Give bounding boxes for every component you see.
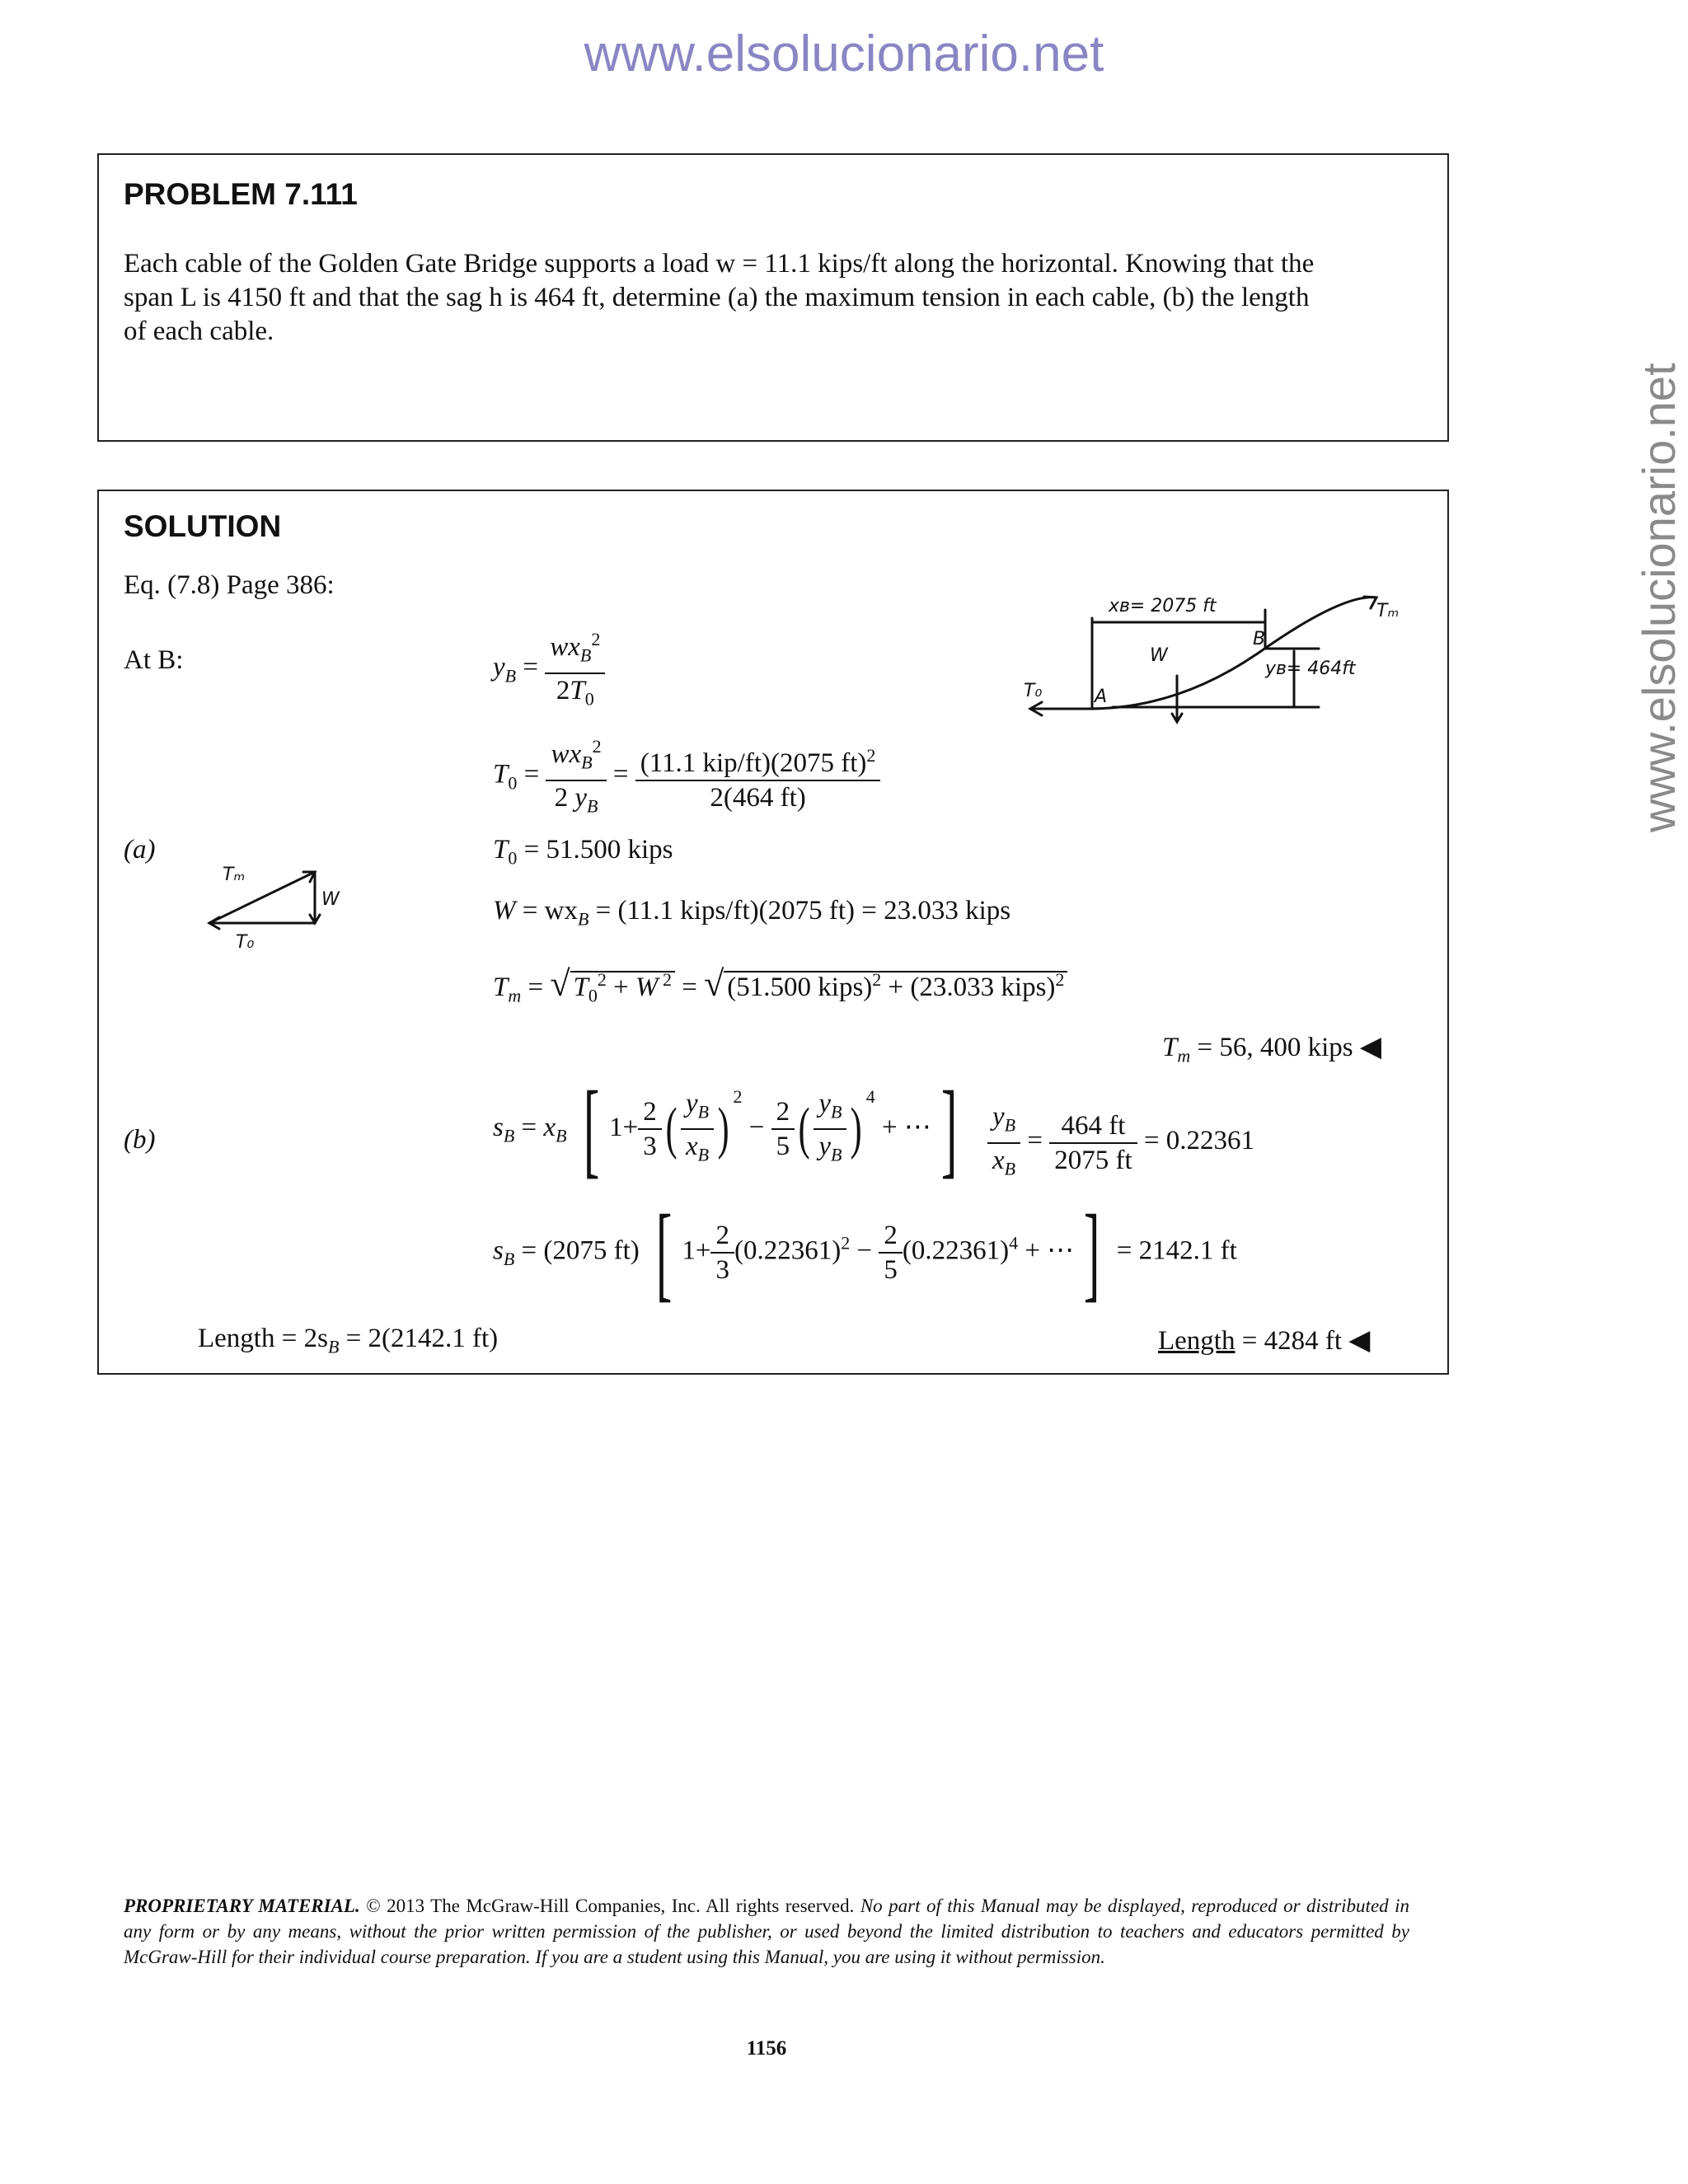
page-number: 1156 (746, 2037, 787, 2060)
watermark-side: www.elsolucionario.net (1633, 363, 1685, 832)
triangle-label-w: W (321, 889, 340, 910)
problem-text-line-2: span L is 4150 ft and that the sag h is 464 ft, determine (a) the maximum tension in each cable, (b) the length (124, 283, 1310, 312)
equation-t0: $T_0$ = $\frac{wx_B^2}{2 y_B}$ = $\frac{(11.1 kip/ft)(2075 ft)^2}{2(464 ft)}$ (493, 730, 880, 823)
diagram-label-b: B (1253, 629, 1266, 649)
fraction-t0-symbolic: $\frac{wx_B^2}{2 y_B}$ (546, 730, 606, 823)
diagram-label-xb: xʙ= 2075 ft (1109, 596, 1217, 616)
part-b-label: (b) (124, 1125, 156, 1155)
diagram-label-tm: Tₘ (1376, 601, 1400, 621)
at-b-label: At B: (124, 645, 184, 675)
triangle-label-tm: Tₘ (223, 865, 246, 885)
triangle-label-t0: T₀ (236, 932, 255, 953)
watermark-top: www.elsolucionario.net (584, 26, 1104, 82)
solution-title: SOLUTION (124, 509, 282, 543)
answer-a: $T_m = 56$, 400 kips ◀ (1162, 1030, 1382, 1066)
answer-b: Length = 4284 ft ◀ (1158, 1324, 1371, 1357)
diagram-label-t0: T₀ (1024, 681, 1043, 701)
equation-reference: Eq. (7.8) Page 386: (124, 570, 335, 600)
problem-text-line-1: Each cable of the Golden Gate Bridge supports a load w = 11.1 kips/ft along the horizontal. Knowing that the (124, 249, 1315, 279)
diagram-label-a: A (1095, 687, 1108, 707)
fraction-yb: $\frac{wx_B^2}{2T_0}$ (545, 623, 605, 715)
equation-yb: $y_B$ = $\frac{wx_B^2}{2T_0}$ (493, 623, 605, 715)
cable-diagram (1014, 585, 1409, 725)
equation-tm: $T_m$ = √ $T_0^2 + W$ $^2$ = √ (51.500 kips)$^2$ + (23.033 kips)$^2$ (493, 963, 1067, 1007)
diagram-label-w: W (1150, 645, 1168, 666)
part-a-label: (a) (124, 835, 156, 865)
proprietary-notice: PROPRIETARY MATERIAL. © 2013 The McGraw-Hill Companies, Inc. All rights reserved. No part of this Manual may be displayed, reproduced or distributed in any form or by any means, without the prior written permission of the publisher, or used beyond the limited distribution to teachers and educators permitted by McGraw-Hill for their individual course preparation. If you are a student using this Manual, you are using it without permission. (124, 1896, 1409, 1967)
answer-marker-b: ◀ (1348, 1324, 1371, 1357)
equation-ratio: $\frac{y_B}{x_B}$ = $\frac{464 ft}{2075 ft}$ = 0.22361 (987, 1100, 1254, 1185)
problem-text (124, 247, 1409, 349)
problem-text-line-3: of each cable. (124, 316, 274, 346)
equation-sb-series: $s_B = x_B$ [ 1+ $\frac{2}{3}$ ( $\frac{y_B}{x_B}$ )$^2$ − $\frac{2}{5}$ ( $\frac{y_B}{y_B}$ )$^4$ + ⋯] (493, 1070, 958, 1189)
length-equation: Length = $2s_B = 2(2142.1$ ft) (198, 1324, 499, 1357)
equation-sb-value: $s_B = (2075$ ft) [ 1+ $\frac{2}{3}$ $(0.22361)^2$ − $\frac{2}{5}$ $(0.22361)^4$ + ⋯] = 2142.1 ft (493, 1193, 1237, 1312)
problem-title: PROBLEM 7.111 (124, 177, 358, 211)
answer-marker-a: ◀ (1359, 1030, 1382, 1063)
equation-t0-result: $T_0 = 51.500$ kips (493, 835, 673, 869)
fraction-t0-numeric: $\frac{(11.1 kip/ft)(2075 ft)^2}{2(464 ft)}$ (635, 739, 881, 814)
equation-w: $W = wx_B = (11.1$ kips/ft)(2075 ft) = 23.033 kips (493, 896, 1011, 930)
diagram-label-yb: yʙ= 464ft (1265, 658, 1356, 679)
force-triangle (198, 857, 363, 964)
